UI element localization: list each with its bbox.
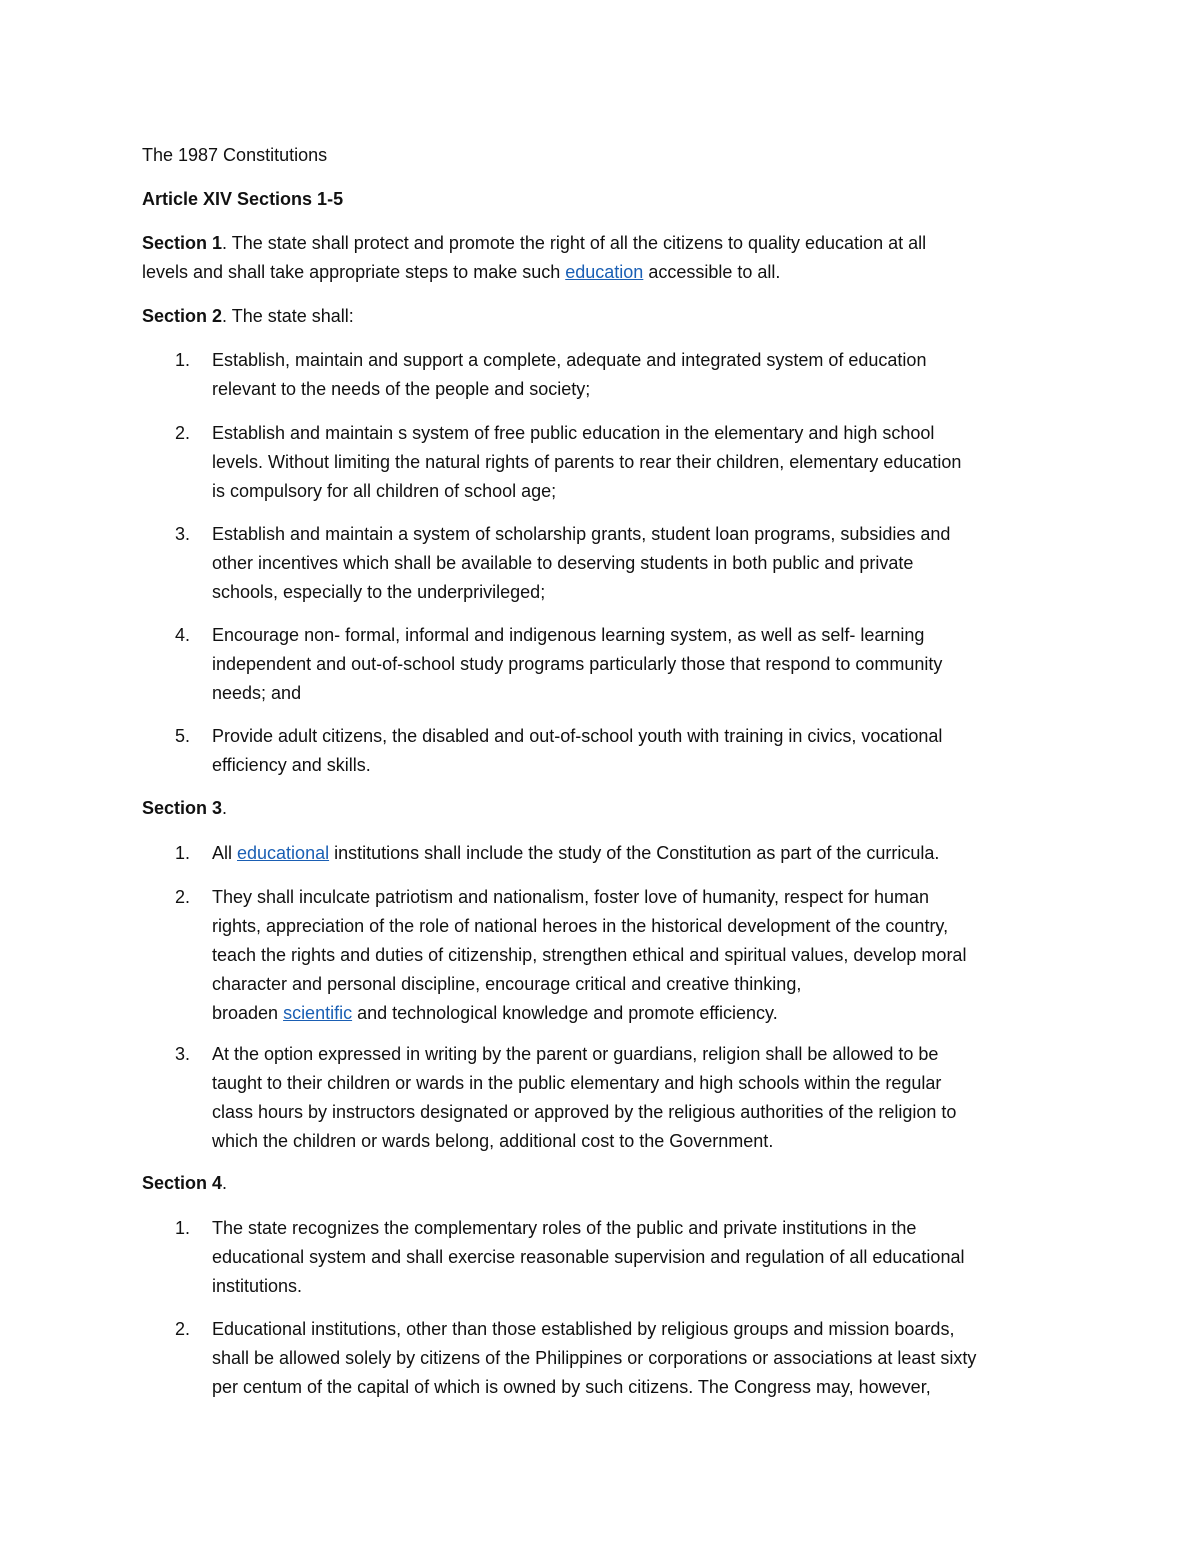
section-3-lead: .: [222, 798, 228, 818]
section-4-paragraph: [142, 1169, 227, 1198]
section-1-paragraph: [142, 229, 926, 258]
section-1-lead: . The state shall protect and promote the right of all the citizens to quality education at all: [222, 233, 927, 253]
document-title: The 1987 Constitutions: [142, 145, 328, 165]
document-page: The 1987 Constitutions Article XIV Sections 1-5 Section 1. The state shall protect and promote the right of all the citizens to quality education at all levels and shall take appropriate steps to make such education accessible to all. Section 2. The state shall: 1. Establish, maintain and support a complete, adequate and integrated system of education relevant to the needs of the people and society; 2. Establish and maintain s system of free public education in the elementary and high school levels. Without limiting the natural rights of parents to rear their children, elementary education is compulsory for all children of school age; 3. Establish and maintain a system of scholarship grants, student loan programs, subsidies and other incentives which shall be available to deserving students in both public and private schools, especially to the underprivileged; 4. Encourage non- formal, informal and indigenous learning system, as well as self- learning independent and out-of-school study programs particularly those that respond to community needs; and 5. Provide adult citizens, the disabled and out-of-school youth with training in civics, vocational efficiency and skills. Section 3. 1. All educational institutions shall include the study of the Constitution as part of the curricula. 2. They shall inculcate patriotism and nationalism, foster love of humanity, respect for human rights, appreciation of the role of national heroes in the historical development of the country, teach the rights and duties of citizenship, strengthen ethical and spiritual values, develop moral character and personal discipline, encourage critical and creative thinking, broaden scientific and technological knowledge and promote efficiency. 3. At the option expressed in writing by the parent or guardians, religion shall be allowed to be taught to their children or wards in the public elementary and high schools within the regular class hours by instructors designated or approved by the religious authorities of the religion to which the children or wards belong, additional cost to the Government. Section 4. 1. The state recognizes the complementary roles of the public and private institutions in the educational system and shall exercise reasonable supervision and regulation of all educational institutions. 2. Educational institutions, other than those established by religious groups and mission boards, shall be allowed solely by citizens of the Philippines or corporations or associations at least sixty per centum of the capital of which is owned by such citizens. The Congress may, however,: [0, 0, 1200, 1553]
education-link[interactable]: education: [565, 262, 644, 282]
article-heading: Article XIV Sections 1-5: [142, 189, 344, 209]
section-2-label: Section 2: [142, 306, 223, 326]
section-1-label: Section 1: [142, 233, 223, 253]
section-1-line-2: levels and shall take appropriate steps to make such education accessible to all.: [142, 262, 781, 282]
educational-link[interactable]: educational: [237, 843, 330, 863]
section-4-label: Section 4: [142, 1173, 223, 1193]
scientific-link[interactable]: scientific: [283, 1003, 353, 1023]
section-3-label: Section 3: [142, 798, 223, 818]
section-2-paragraph: [142, 302, 354, 331]
section-3-paragraph: [142, 794, 227, 823]
section-4-lead: .: [222, 1173, 228, 1193]
section-2-lead: . The state shall:: [222, 306, 354, 326]
